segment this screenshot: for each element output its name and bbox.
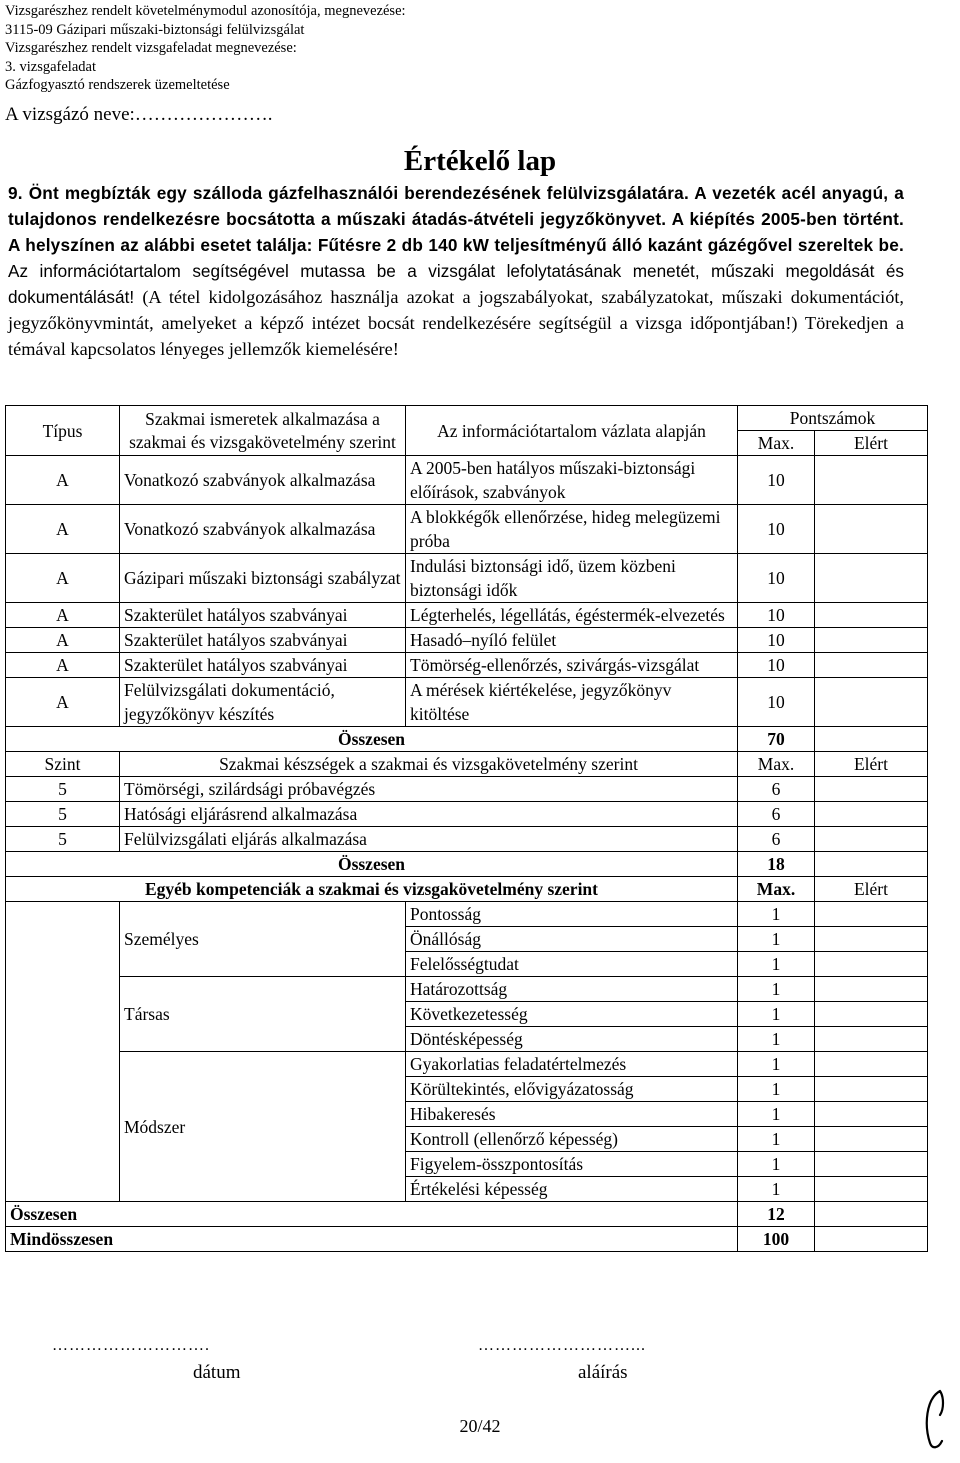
skill-level: 5 <box>6 827 120 852</box>
row-max-points: 10 <box>738 678 815 727</box>
skill-max-points: 6 <box>738 827 815 852</box>
competence-achieved-points <box>815 1102 928 1127</box>
competence-achieved-points <box>815 1177 928 1202</box>
competence-max-points: 1 <box>738 1152 815 1177</box>
skill-level: 5 <box>6 777 120 802</box>
header-line: Gázfogyasztó rendszerek üzemeltetése <box>5 77 230 94</box>
row-achieved-points <box>815 456 928 505</box>
row-achieved-points <box>815 554 928 603</box>
competence-total-label: Összesen <box>6 1202 738 1227</box>
row-achieved-points <box>815 628 928 653</box>
examinee-name-field: A vizsgázó neve:…………………. <box>5 104 273 125</box>
task-description <box>8 180 904 362</box>
knowledge-row <box>6 628 928 653</box>
competence-max-points: 1 <box>738 1102 815 1127</box>
row-outline: Indulási biztonsági idő, üzem közbeni biztonsági idők <box>406 554 738 603</box>
skill-max-points: 6 <box>738 802 815 827</box>
grand-total-achieved <box>815 1227 928 1252</box>
row-type: A <box>6 628 120 653</box>
skill-name: Tömörségi, szilárdsági próbavégzés <box>120 777 738 802</box>
row-knowledge: Gázipari műszaki biztonsági szabályzat <box>120 554 406 603</box>
knowledge-row <box>6 505 928 554</box>
skills-row <box>6 802 928 827</box>
competence-group: Módszer <box>120 1052 406 1202</box>
row-outline: A blokkégők ellenőrzése, hideg melegüzemi próba <box>406 505 738 554</box>
competence-max-points: 1 <box>738 1077 815 1102</box>
grand-total-label: Mindösszesen <box>6 1227 738 1252</box>
signature-dots: ………………………... <box>478 1337 646 1354</box>
competence-achieved-points <box>815 977 928 1002</box>
competence-group: Társas <box>120 977 406 1052</box>
competence-total-achieved <box>815 1202 928 1227</box>
competence-name: Körültekintés, elővigyázatosság <box>406 1077 738 1102</box>
competence-name: Kontroll (ellenőrző képesség) <box>406 1127 738 1152</box>
row-type: A <box>6 456 120 505</box>
competence-achieved-points <box>815 1052 928 1077</box>
competence-name: Pontosság <box>406 902 738 927</box>
task-note-text: (A tétel kidolgozásához használja azokat a jogszabályokat, szabályzatokat, műszaki dokumentációt, jegyzőkönyvmintát, amelyeket a képző intézet bocsát rendelkezésére segítségül a vizsga időpontjában!) Törekedjen a témával kapcsolatos lényeges jellemzők kiemelésére! <box>8 287 904 359</box>
row-type: A <box>6 505 120 554</box>
competence-name: Következetesség <box>406 1002 738 1027</box>
row-type: A <box>6 603 120 628</box>
row-achieved-points <box>815 678 928 727</box>
row-outline: Légterhelés, légellátás, égéstermék-elvezetés <box>406 603 738 628</box>
header-line: 3. vizsgafeladat <box>5 58 96 75</box>
competence-achieved-points <box>815 1127 928 1152</box>
knowledge-row <box>6 603 928 628</box>
skill-achieved-points <box>815 802 928 827</box>
row-type: A <box>6 653 120 678</box>
row-max-points: 10 <box>738 456 815 505</box>
skills-level-header: Szint <box>6 752 120 777</box>
competence-achieved-points <box>815 927 928 952</box>
date-dots: ………………………. <box>52 1337 210 1354</box>
header-line: Vizsgarészhez rendelt követelménymodul azonosítója, megnevezése: <box>5 3 406 19</box>
header-line: Vizsgarészhez rendelt vizsgafeladat megnevezése: <box>5 40 297 57</box>
page-number: 20/42 <box>459 1416 501 1436</box>
competence-name: Értékelési képesség <box>406 1177 738 1202</box>
points-header: Pontszámok <box>738 406 928 431</box>
row-knowledge: Vonatkozó szabványok alkalmazása <box>120 456 406 505</box>
row-achieved-points <box>815 653 928 678</box>
skills-max-header: Max. <box>738 752 815 777</box>
header-line: 3115-09 Gázipari műszaki-biztonsági felülvizsgálat <box>5 21 305 38</box>
skills-total-row <box>6 852 928 877</box>
competence-max-points: 1 <box>738 1052 815 1077</box>
competence-spacer <box>6 977 120 1052</box>
skills-achieved-header: Elért <box>815 752 928 777</box>
row-max-points: 10 <box>738 554 815 603</box>
competence-row <box>6 1052 928 1077</box>
row-type: A <box>6 554 120 603</box>
skills-header-row <box>6 752 928 777</box>
competence-title-header: Egyéb kompetenciák a szakmai és vizsgakövetelmény szerint <box>6 877 738 902</box>
competence-max-points: 1 <box>738 1127 815 1152</box>
row-knowledge: Szakterület hatályos szabványai <box>120 628 406 653</box>
grand-total-row <box>6 1227 928 1252</box>
row-achieved-points <box>815 603 928 628</box>
skills-total-achieved <box>815 852 928 877</box>
handwritten-signature <box>918 1385 958 1455</box>
skill-name: Hatósági eljárásrend alkalmazása <box>120 802 738 827</box>
max-header: Max. <box>738 431 815 456</box>
competence-name: Figyelem-összpontosítás <box>406 1152 738 1177</box>
row-max-points: 10 <box>738 603 815 628</box>
task-instruction-text: Az információtartalom segítségével mutassa be a vizsgálat lefolytatásának menetét, műszaki megoldását és dokumentálását! <box>8 261 904 307</box>
competence-achieved-points <box>815 1002 928 1027</box>
competence-max-points: 1 <box>738 902 815 927</box>
skill-max-points: 6 <box>738 777 815 802</box>
competence-achieved-header: Elért <box>815 877 928 902</box>
competence-name: Felelősségtudat <box>406 952 738 977</box>
competence-achieved-points <box>815 902 928 927</box>
task-bold-text: 9. Önt megbízták egy szálloda gázfelhasználói berendezésének felülvizsgálatára. A vezeték acél anyagú, a tulajdonos rendelkezésre bocsátotta a műszaki átadás-átvételi jegyzőkönyvet. A kiépítés 2005-ben történt. A helyszínen az alábbi esetet találja: Fűtésre 2 db 140 kW teljesítményű álló kazánt gázégővel szereltek be. <box>8 183 904 255</box>
competence-row <box>6 902 928 927</box>
row-knowledge: Felülvizsgálati dokumentáció, jegyzőkönyv készítés <box>120 678 406 727</box>
knowledge-total-label: Összesen <box>6 727 738 752</box>
knowledge-total-achieved <box>815 727 928 752</box>
competence-spacer <box>6 1052 120 1202</box>
achieved-header: Elért <box>815 431 928 456</box>
row-outline: Tömörség-ellenőrzés, szivárgás-vizsgálat <box>406 653 738 678</box>
grand-total-value: 100 <box>738 1227 815 1252</box>
competence-max-points: 1 <box>738 1177 815 1202</box>
competence-name: Önállóság <box>406 927 738 952</box>
page-title: Értékelő lap <box>403 145 557 177</box>
competence-total-value: 12 <box>738 1202 815 1227</box>
skills-total-value: 18 <box>738 852 815 877</box>
knowledge-row <box>6 554 928 603</box>
evaluation-table <box>5 405 928 1252</box>
competence-name: Gyakorlatias feladatértelmezés <box>406 1052 738 1077</box>
row-max-points: 10 <box>738 653 815 678</box>
skill-level: 5 <box>6 802 120 827</box>
skills-title-header: Szakmai készségek a szakmai és vizsgakövetelmény szerint <box>120 752 738 777</box>
skills-row <box>6 827 928 852</box>
date-label: dátum <box>193 1362 241 1383</box>
knowledge-row <box>6 678 928 727</box>
row-knowledge: Vonatkozó szabványok alkalmazása <box>120 505 406 554</box>
competence-achieved-points <box>815 1027 928 1052</box>
knowledge-total-row <box>6 727 928 752</box>
competence-achieved-points <box>815 1077 928 1102</box>
competence-name: Döntésképesség <box>406 1027 738 1052</box>
competence-spacer <box>6 902 120 977</box>
competence-max-header: Max. <box>738 877 815 902</box>
row-achieved-points <box>815 505 928 554</box>
skill-name: Felülvizsgálati eljárás alkalmazása <box>120 827 738 852</box>
row-knowledge: Szakterület hatályos szabványai <box>120 653 406 678</box>
competence-row <box>6 977 928 1002</box>
skills-total-label: Összesen <box>6 852 738 877</box>
row-type: A <box>6 678 120 727</box>
row-knowledge: Szakterület hatályos szabványai <box>120 603 406 628</box>
knowledge-header: Szakmai ismeretek alkalmazása a szakmai és vizsgakövetelmény szerint <box>120 406 406 456</box>
competence-max-points: 1 <box>738 952 815 977</box>
signature-label: aláírás <box>578 1362 628 1383</box>
competence-total-row <box>6 1202 928 1227</box>
competence-name: Hibakeresés <box>406 1102 738 1127</box>
knowledge-total-value: 70 <box>738 727 815 752</box>
skill-achieved-points <box>815 777 928 802</box>
competence-group: Személyes <box>120 902 406 977</box>
competence-achieved-points <box>815 952 928 977</box>
type-header: Típus <box>6 406 120 456</box>
skills-row <box>6 777 928 802</box>
row-outline: Hasadó–nyíló felület <box>406 628 738 653</box>
row-outline: A mérések kiértékelése, jegyzőkönyv kitöltése <box>406 678 738 727</box>
competence-max-points: 1 <box>738 1027 815 1052</box>
competence-max-points: 1 <box>738 927 815 952</box>
competence-max-points: 1 <box>738 977 815 1002</box>
competence-achieved-points <box>815 1152 928 1177</box>
document-header <box>5 2 406 95</box>
knowledge-row <box>6 653 928 678</box>
table-header-row <box>6 406 928 431</box>
row-outline: A 2005-ben hatályos műszaki-biztonsági előírások, szabványok <box>406 456 738 505</box>
row-max-points: 10 <box>738 628 815 653</box>
competence-header-row <box>6 877 928 902</box>
row-max-points: 10 <box>738 505 815 554</box>
knowledge-row <box>6 456 928 505</box>
competence-name: Határozottság <box>406 977 738 1002</box>
outline-header: Az információtartalom vázlata alapján <box>406 406 738 456</box>
competence-max-points: 1 <box>738 1002 815 1027</box>
skill-achieved-points <box>815 827 928 852</box>
